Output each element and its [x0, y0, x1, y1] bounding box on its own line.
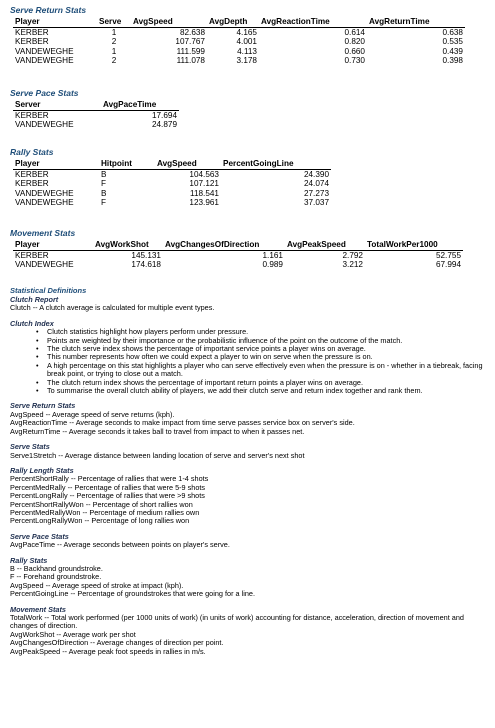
clutch-report-heading: Clutch Report [10, 295, 59, 304]
clutch-index-list [10, 328, 488, 395]
list-item: • The clutch return index shows the percentage of important return points a player wins on average. [36, 379, 488, 387]
list-item: • To summarise the overall clutch ability of players, we add their clutch serve and return index together and rank them. [36, 387, 488, 395]
cell-server: VANDEWEGHE [15, 120, 74, 130]
cell-avg-speed: 82.638 [179, 27, 205, 37]
rally-title: Rally Stats [10, 147, 54, 157]
definition-line: PercentLongRally -- Percentage of rallies that were >9 shots [10, 491, 205, 501]
col-header: Player [13, 17, 97, 27]
col-header: AvgChangesOfDirection [163, 240, 285, 250]
definition-line: B -- Backhand groundstroke. [10, 563, 103, 573]
cell-avg-reaction-time: 0.820 [344, 37, 365, 47]
cell-avg-pace-time: 17.694 [151, 110, 177, 120]
cell-serve: 2 [111, 37, 117, 47]
cell-avg-speed: 111.599 [176, 46, 205, 56]
cell-serve: 1 [111, 46, 117, 56]
serve-pace-title: Serve Pace Stats [10, 88, 79, 98]
cell-hitpoint: F [101, 179, 107, 189]
table-header-row [13, 240, 463, 250]
col-header: AvgReactionTime [259, 17, 367, 27]
cell-percent-going-line: 24.390 [303, 169, 329, 179]
col-header: Serve [97, 17, 131, 27]
cell-player: VANDEWEGHE [15, 56, 74, 66]
cell-player: KERBER [15, 250, 49, 260]
definition-line: AvgChangesOfDirection -- Average changes of direction per point. [10, 638, 224, 648]
definition-line: F -- Forehand groundstroke. [10, 572, 102, 582]
cell-player: VANDEWEGHE [15, 198, 74, 208]
cell-avg-depth: 4.001 [236, 37, 257, 47]
table-header-row [13, 17, 465, 27]
definition-line: TotalWork -- Total work performed (per 1000 units of work) (in units of work) accounting for distance, acceleration, direction of movement and changes of direction. [10, 613, 464, 631]
clutch-report-text: Clutch -- A clutch average is calculated for multiple event types. [10, 303, 215, 313]
list-item: • Points are weighted by their importance or the probabilistic influence of the point on the outcome of the match. [36, 337, 488, 345]
cell-avg-speed: 111.078 [176, 56, 205, 66]
cell-percent-going-line: 37.037 [303, 198, 329, 208]
col-header: TotalWorkPer1000 [365, 240, 463, 250]
cell-avg-depth: 4.165 [236, 27, 257, 37]
col-header: Server [13, 100, 101, 110]
cell-avg-work-shot: 145.131 [131, 250, 161, 260]
clutch-index-heading: Clutch Index [10, 318, 54, 328]
cell-avg-depth: 3.178 [236, 56, 257, 66]
col-header: PercentGoingLine [221, 159, 331, 169]
cell-avg-work-shot: 174.618 [131, 260, 161, 270]
cell-player: VANDEWEGHE [15, 188, 74, 198]
definition-line: AvgWorkShot -- Average work per shot [10, 629, 136, 639]
col-header: AvgDepth [207, 17, 259, 27]
cell-avg-return-time: 0.398 [442, 56, 463, 66]
table-header-row [13, 159, 331, 169]
cell-avg-speed: 107.121 [189, 179, 219, 189]
serve-return-table [13, 17, 465, 66]
table-row [13, 120, 179, 130]
definition-line: AvgPeakSpeed -- Average peak foot speeds in rallies in m/s. [10, 646, 206, 656]
definition-line: AvgSpeed -- Average speed of serve returns (kph). [10, 409, 175, 419]
serve-pace-table [13, 100, 179, 130]
cell-avg-reaction-time: 0.614 [344, 27, 365, 37]
col-header: AvgSpeed [155, 159, 221, 169]
list-item: • The clutch serve index shows the percentage of important service points a player wins on average. [36, 345, 488, 353]
movement-def-heading: Movement Stats [10, 604, 66, 614]
cell-serve: 2 [111, 56, 117, 66]
cell-percent-going-line: 27.273 [303, 188, 329, 198]
cell-avg-peak-speed: 3.212 [342, 260, 363, 270]
table-row [13, 110, 179, 120]
col-header: Player [13, 240, 93, 250]
rally-def-heading: Rally Stats [10, 555, 48, 565]
definition-line: AvgReactionTime -- Average seconds to make impact from time serve passes service box on server's side. [10, 418, 355, 428]
cell-avg-speed: 123.961 [189, 198, 219, 208]
cell-avg-changes-of-direction: 0.989 [262, 260, 283, 270]
cell-hitpoint: F [101, 198, 107, 208]
list-item: • This number represents how often we could expect a player to win on serve when the pressure is on. [36, 353, 488, 361]
table-row [13, 198, 331, 208]
cell-avg-return-time: 0.638 [442, 27, 463, 37]
table-row [13, 37, 465, 47]
table-row [13, 260, 463, 270]
table-header-row [13, 100, 179, 110]
table-row [13, 47, 465, 57]
cell-avg-pace-time: 24.879 [151, 120, 177, 130]
table-row [13, 250, 463, 260]
cell-player: KERBER [15, 169, 49, 179]
definition-line: PercentGoingLine -- Percentage of groundstrokes that were going for a line. [10, 589, 255, 599]
table-row [13, 169, 331, 179]
definition-line: Serve1Stretch -- Average distance between landing location of serve and server's next shot [10, 450, 305, 460]
movement-table [13, 240, 463, 270]
definitions-section [10, 296, 488, 656]
cell-percent-going-line: 24.074 [303, 179, 329, 189]
cell-avg-return-time: 0.439 [442, 46, 463, 56]
col-header: Hitpoint [99, 159, 155, 169]
definition-line: PercentLongRallyWon -- Percentage of long rallies won [10, 516, 190, 526]
serve-return-title: Serve Return Stats [10, 5, 87, 15]
col-header: AvgPeakSpeed [285, 240, 365, 250]
definition-line: PercentMedRally -- Percentage of rallies that were 5-9 shots [10, 482, 206, 492]
cell-avg-changes-of-direction: 1.161 [262, 250, 283, 260]
cell-player: KERBER [15, 179, 49, 189]
cell-server: KERBER [15, 110, 49, 120]
serve-def-heading: Serve Stats [10, 442, 50, 452]
cell-avg-reaction-time: 0.660 [344, 46, 365, 56]
cell-avg-speed: 118.541 [190, 188, 219, 198]
table-row [13, 179, 331, 189]
col-header: Player [13, 159, 99, 169]
col-header: AvgReturnTime [367, 17, 465, 27]
table-row [13, 189, 331, 199]
rally-table [13, 159, 331, 208]
cell-avg-speed: 104.563 [189, 169, 219, 179]
definition-line: PercentShortRally -- Percentage of rallies that were 1-4 shots [10, 474, 209, 484]
cell-player: KERBER [15, 37, 49, 47]
definition-line: AvgPaceTime -- Average seconds between points on player's serve. [10, 540, 230, 550]
definitions-title: Statistical Definitions [10, 286, 87, 295]
cell-player: VANDEWEGHE [15, 260, 74, 270]
definition-line: PercentShortRallyWon -- Percentage of short rallies won [10, 499, 193, 509]
cell-avg-depth: 4.113 [237, 46, 257, 56]
list-item: • A high percentage on this stat highlights a player who can serve effectively even when the pressure is on - whether in a tiebreak, facing break point, or trying to close out a match. [36, 362, 488, 379]
rally-length-def-heading: Rally Length Stats [10, 465, 74, 475]
definition-line: AvgReturnTime -- Average seconds it takes ball to travel from impact to when it passes net. [10, 426, 305, 436]
serve-pace-def-heading: Serve Pace Stats [10, 531, 69, 541]
definition-line: AvgSpeed -- Average speed of stroke at impact (kph). [10, 580, 184, 590]
serve-return-def-heading: Serve Return Stats [10, 401, 76, 411]
cell-avg-speed: 107.767 [175, 37, 205, 47]
table-row [13, 56, 465, 66]
cell-serve: 1 [111, 27, 117, 37]
cell-hitpoint: B [101, 188, 107, 198]
definition-line: PercentMedRallyWon -- Percentage of medium rallies own [10, 507, 200, 517]
cell-avg-return-time: 0.535 [442, 37, 463, 47]
cell-player: KERBER [15, 27, 49, 37]
list-item: • Clutch statistics highlight how players perform under pressure. [36, 328, 488, 336]
col-header: AvgPaceTime [101, 100, 179, 110]
cell-avg-reaction-time: 0.730 [344, 56, 365, 66]
col-header: AvgWorkShot [93, 240, 163, 250]
table-row [13, 27, 465, 37]
cell-avg-peak-speed: 2.792 [342, 250, 363, 260]
cell-total-work-per-1000: 67.994 [435, 260, 461, 270]
col-header: AvgSpeed [131, 17, 207, 27]
cell-total-work-per-1000: 52.755 [435, 250, 461, 260]
cell-hitpoint: B [101, 169, 107, 179]
cell-player: VANDEWEGHE [15, 46, 74, 56]
movement-title: Movement Stats [10, 228, 76, 238]
